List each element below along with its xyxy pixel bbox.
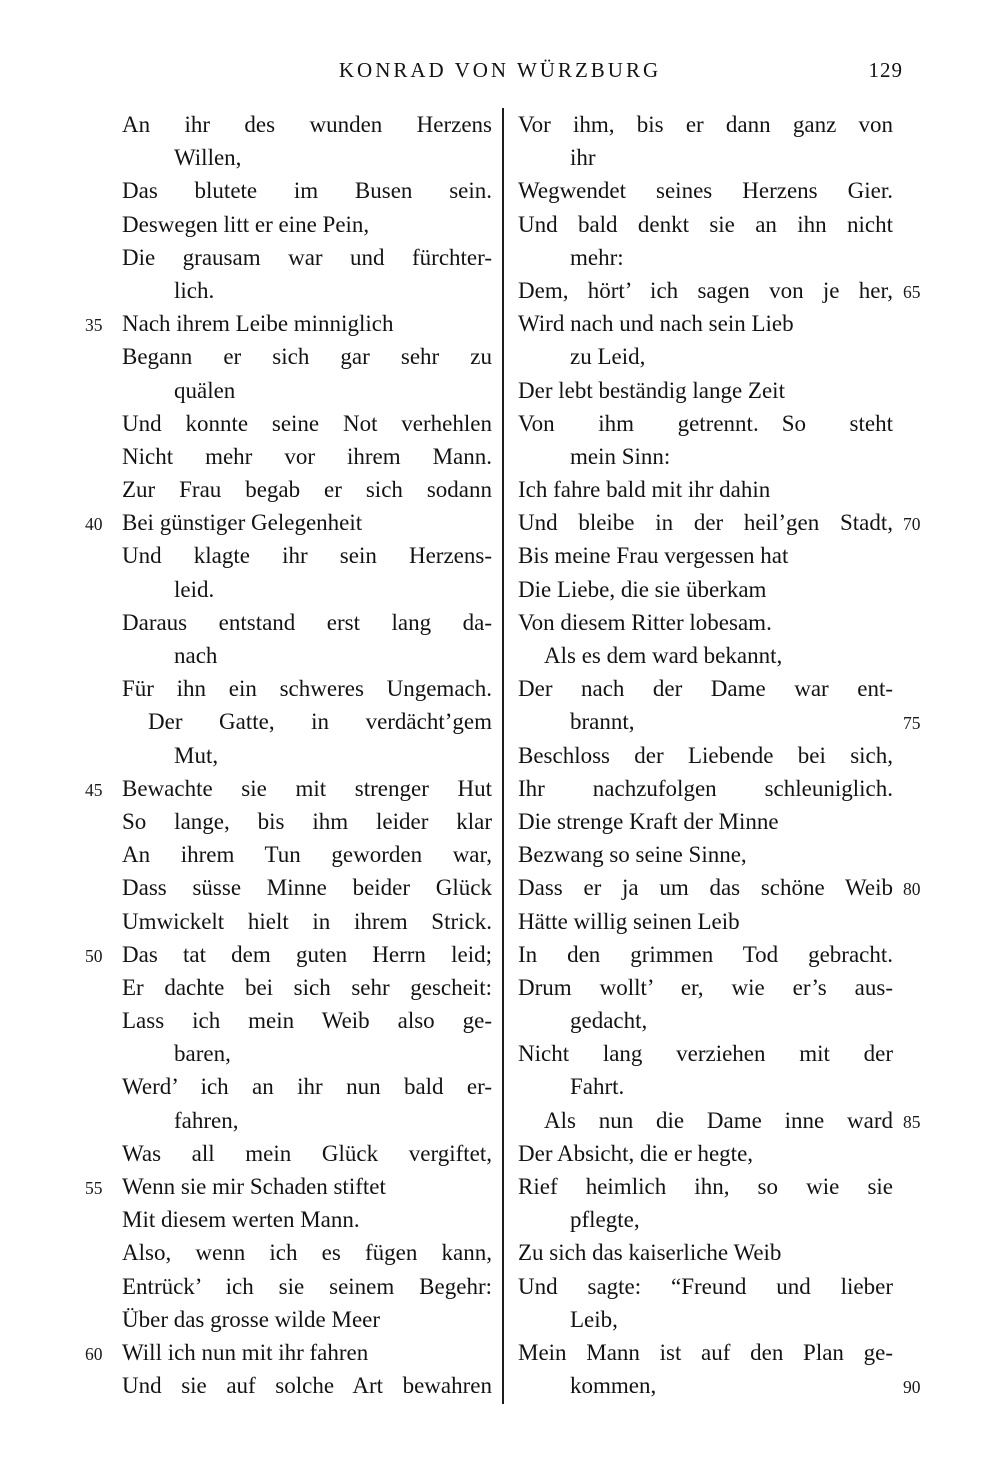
verse-line — [518, 1141, 930, 1174]
verse-line — [85, 178, 492, 211]
verse-text: gedacht, — [570, 1008, 648, 1034]
verse-text: Nach ihrem Leibe minniglich — [122, 311, 394, 337]
verse-line — [85, 1240, 492, 1273]
verse-text: Zu sich das kaiserliche Weib — [518, 1240, 782, 1266]
verse-line — [85, 1008, 492, 1041]
verse-line — [518, 942, 930, 975]
verse-text: Hätte willig seinen Leib — [518, 908, 740, 934]
left-verse-column — [85, 112, 492, 1406]
verse-text: Mut, — [174, 742, 219, 768]
line-number: 70 — [903, 514, 921, 535]
verse-text: Fahrt. — [570, 1074, 625, 1100]
running-title: KONRAD VON WÜRZBURG — [338, 58, 662, 82]
verse-text: Willen, — [174, 145, 242, 171]
verse-text: Werd’ ich an ihr nun bald er- — [122, 1074, 492, 1100]
verse-line — [85, 444, 492, 477]
verse-line — [518, 809, 930, 842]
verse-line — [518, 145, 930, 178]
verse-line — [85, 477, 492, 510]
line-number: 40 — [85, 514, 103, 535]
verse-text: Die grausam war und fürchter- — [122, 244, 492, 270]
verse-line — [518, 1041, 930, 1074]
line-number: 60 — [85, 1343, 103, 1364]
verse-line — [85, 212, 492, 245]
column-divider-rule — [502, 108, 504, 1404]
verse-line — [85, 643, 492, 676]
verse-line — [85, 975, 492, 1008]
verse-line — [85, 1373, 492, 1406]
verse-text: Und klagte ihr sein Herzens- — [122, 543, 492, 569]
right-verse-column — [518, 112, 930, 1406]
verse-text: mein Sinn: — [570, 443, 671, 469]
verse-line — [518, 1274, 930, 1307]
verse-line — [85, 577, 492, 610]
verse-text: kommen, — [570, 1373, 657, 1399]
line-number: 85 — [903, 1111, 921, 1132]
verse-line — [518, 909, 930, 942]
verse-line — [518, 112, 930, 145]
verse-line — [85, 1174, 492, 1207]
verse-line — [518, 1008, 930, 1041]
verse-line — [85, 909, 492, 942]
verse-line — [85, 1274, 492, 1307]
verse-text: Der Absicht, die er hegte, — [518, 1140, 754, 1166]
verse-text: Lass ich mein Weib also ge- — [122, 1008, 492, 1034]
verse-line — [85, 776, 492, 809]
verse-line — [518, 1108, 930, 1141]
verse-text: Wenn sie mir Schaden stiftet — [122, 1174, 386, 1199]
verse-line — [518, 278, 930, 311]
verse-line — [518, 743, 930, 776]
verse-text: Umwickelt hielt in ihrem Strick. — [122, 908, 492, 934]
verse-line — [518, 1307, 930, 1340]
verse-line — [518, 510, 930, 543]
verse-text: Dem, hört’ ich sagen von je her, — [518, 277, 893, 303]
verse-text: quälen — [174, 377, 236, 403]
verse-text: Vor ihm, bis er dann ganz von — [518, 112, 893, 137]
verse-line — [518, 577, 930, 610]
verse-text: Will ich nun mit ihr fahren — [122, 1339, 369, 1365]
verse-line — [85, 344, 492, 377]
verse-text: Und sagte: “Freund und lieber — [518, 1273, 893, 1299]
verse-text: An ihrem Tun geworden war, — [122, 842, 492, 868]
verse-text: baren, — [174, 1041, 231, 1067]
verse-text: Über das grosse wilde Meer — [122, 1306, 381, 1332]
verse-line — [518, 1240, 930, 1273]
verse-line — [85, 942, 492, 975]
verse-text: Und sie auf solche Art bewahren — [122, 1373, 492, 1399]
verse-text: Bei günstiger Gelegenheit — [122, 510, 363, 536]
verse-text: In den grimmen Tod gebracht. — [518, 941, 893, 967]
verse-line — [518, 643, 930, 676]
verse-text: Das tat dem guten Herrn leid; — [122, 941, 492, 967]
verse-line — [85, 1340, 492, 1373]
verse-text: Bis meine Frau vergessen hat — [518, 543, 789, 569]
verse-line — [85, 842, 492, 875]
verse-text: Der Gatte, in verdächt’gem — [148, 709, 492, 735]
verse-text: nach — [174, 643, 218, 668]
verse-line — [518, 543, 930, 576]
verse-text: Leib, — [570, 1306, 618, 1332]
verse-text: lich. — [174, 277, 215, 303]
verse-text: Bewachte sie mit strenger Hut — [122, 775, 492, 801]
verse-line — [518, 311, 930, 344]
verse-text: Dass süsse Minne beider Glück — [122, 875, 492, 901]
verse-line — [85, 510, 492, 543]
verse-line — [85, 1108, 492, 1141]
line-number: 45 — [85, 779, 103, 800]
verse-line — [85, 543, 492, 576]
verse-text: zu Leid, — [570, 344, 646, 370]
verse-line — [518, 212, 930, 245]
verse-line — [518, 344, 930, 377]
verse-text: Deswegen litt er eine Pein, — [122, 211, 370, 237]
verse-text: So lange, bis ihm leider klar — [122, 808, 492, 834]
line-number: 90 — [903, 1377, 921, 1398]
verse-text: An ihr des wunden Herzens — [122, 112, 492, 137]
verse-text: Daraus entstand erst lang da- — [122, 609, 492, 635]
verse-line — [85, 311, 492, 344]
verse-line — [518, 411, 930, 444]
verse-line — [85, 245, 492, 278]
verse-line — [518, 676, 930, 709]
verse-text: Drum wollt’ er, wie er’s aus- — [518, 974, 893, 1000]
verse-line — [518, 477, 930, 510]
verse-text: fahren, — [174, 1107, 239, 1133]
verse-text: Für ihn ein schweres Ungemach. — [122, 676, 492, 702]
verse-text: Von diesem Ritter lobesam. — [518, 609, 772, 635]
verse-text: Rief heimlich ihn, so wie sie — [518, 1174, 893, 1199]
line-number: 75 — [903, 713, 921, 734]
verse-line — [85, 112, 492, 145]
verse-text: Und konnte seine Not verhehlen — [122, 410, 492, 436]
verse-line — [518, 178, 930, 211]
verse-text: brannt, — [570, 709, 635, 735]
verse-text: Mein Mann ist auf den Plan ge- — [518, 1339, 893, 1365]
verse-text: Entrück’ ich sie seinem Begehr: — [122, 1273, 492, 1299]
verse-line — [85, 411, 492, 444]
verse-line — [85, 809, 492, 842]
verse-line — [85, 1207, 492, 1240]
verse-line — [85, 1307, 492, 1340]
verse-text: Was all mein Glück vergiftet, — [122, 1140, 492, 1166]
verse-text: Also, wenn ich es fügen kann, — [122, 1240, 492, 1266]
verse-text: Und bald denkt sie an ihn nicht — [518, 211, 893, 237]
verse-line — [518, 610, 930, 643]
verse-line — [85, 278, 492, 311]
verse-line — [85, 1041, 492, 1074]
verse-text: Als nun die Dame inne ward — [544, 1107, 893, 1133]
verse-line — [85, 676, 492, 709]
verse-text: Das blutete im Busen sein. — [122, 178, 492, 204]
verse-line — [518, 444, 930, 477]
verse-text: Begann er sich gar sehr zu — [122, 344, 492, 370]
verse-text: Als es dem ward bekannt, — [544, 643, 783, 668]
verse-line — [518, 245, 930, 278]
line-number: 35 — [85, 315, 103, 336]
line-number: 80 — [903, 879, 921, 900]
verse-line — [518, 776, 930, 809]
line-number: 65 — [903, 281, 921, 302]
verse-text: Er dachte bei sich sehr gescheit: — [122, 974, 492, 1000]
verse-text: Die Liebe, die sie überkam — [518, 576, 767, 602]
verse-line — [85, 610, 492, 643]
verse-text: Ihr nachzufolgen schleuniglich. — [518, 775, 893, 801]
verse-text: Mit diesem werten Mann. — [122, 1207, 360, 1233]
verse-line — [85, 1074, 492, 1107]
verse-line — [85, 378, 492, 411]
verse-text: Wird nach und nach sein Lieb — [518, 311, 794, 337]
verse-line — [518, 875, 930, 908]
verse-line — [518, 1373, 930, 1406]
verse-text: Und bleibe in der heil’gen Stadt, — [518, 510, 893, 536]
verse-text: Wegwendet seines Herzens Gier. — [518, 178, 893, 204]
verse-line — [518, 709, 930, 742]
verse-text: Dass er ja um das schöne Weib — [518, 875, 893, 901]
verse-line — [518, 1174, 930, 1207]
verse-line — [518, 378, 930, 411]
verse-text: Von ihm getrennt. So steht — [518, 410, 893, 436]
verse-line — [85, 875, 492, 908]
verse-line — [85, 1141, 492, 1174]
verse-text: ihr — [570, 145, 596, 171]
verse-text: pflegte, — [570, 1207, 640, 1233]
line-number: 55 — [85, 1178, 103, 1198]
verse-line — [518, 1340, 930, 1373]
verse-text: Der nach der Dame war ent- — [518, 676, 893, 702]
verse-text: Nicht lang verziehen mit der — [518, 1041, 893, 1067]
verse-text: Die strenge Kraft der Minne — [518, 808, 779, 834]
verse-line — [518, 975, 930, 1008]
verse-text: Beschloss der Liebende bei sich, — [518, 742, 893, 768]
verse-text: mehr: — [570, 244, 624, 270]
verse-line — [85, 145, 492, 178]
verse-text: Der lebt beständig lange Zeit — [518, 377, 785, 403]
verse-text: leid. — [174, 576, 215, 602]
page-number: 129 — [868, 58, 903, 82]
verse-text: Bezwang so seine Sinne, — [518, 842, 747, 868]
verse-text: Zur Frau begab er sich sodann — [122, 477, 492, 503]
verse-line — [518, 842, 930, 875]
verse-line — [518, 1074, 930, 1107]
verse-text: Nicht mehr vor ihrem Mann. — [122, 443, 492, 469]
line-number: 50 — [85, 945, 103, 966]
verse-line — [85, 743, 492, 776]
verse-line — [518, 1207, 930, 1240]
verse-line — [85, 709, 492, 742]
verse-text: Ich fahre bald mit ihr dahin — [518, 477, 771, 503]
